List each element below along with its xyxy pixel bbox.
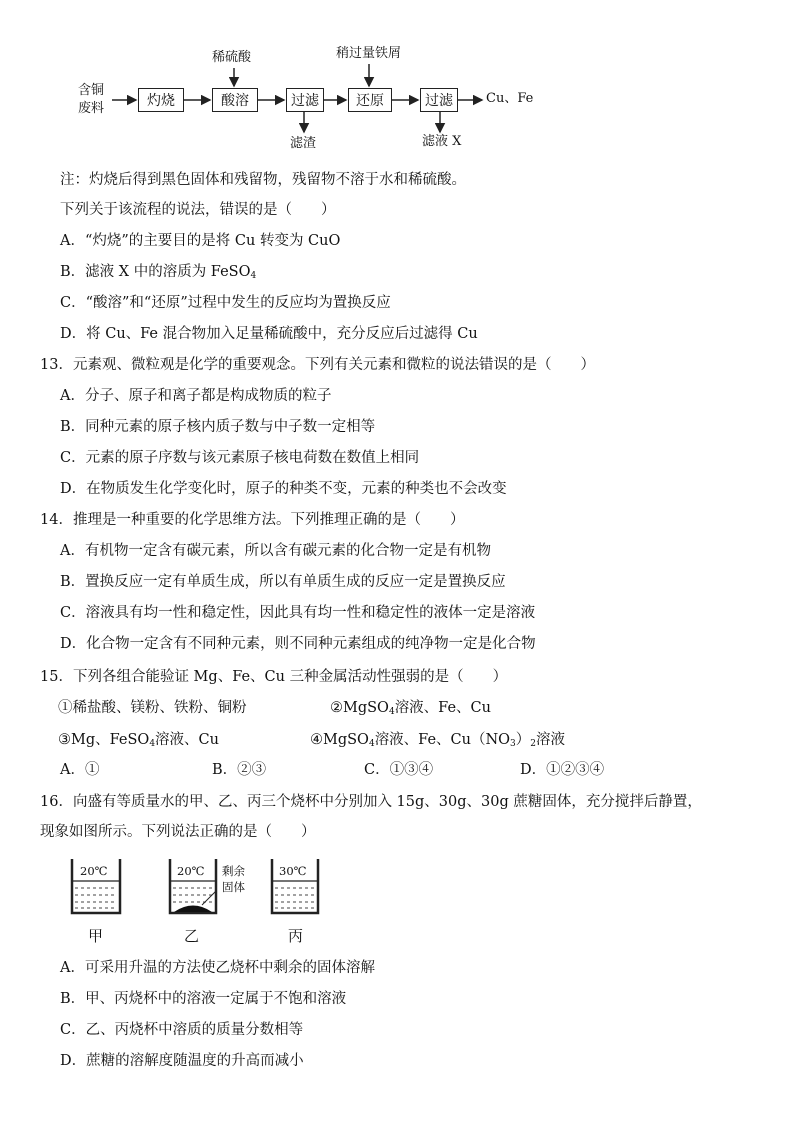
residue-label-line2: 固体 bbox=[222, 880, 245, 894]
input-label-line1: 含铜 bbox=[78, 83, 105, 98]
q16-stem-line1: 16．向盛有等质量水的甲、乙、丙三个烧杯中分别加入 15g、30g、30g 蔗糖固体，充分搅拌后静置， bbox=[40, 794, 702, 810]
q13-option-c: C．元素的原子序数与该元素原子核电荷数在数值上相同 bbox=[60, 450, 420, 466]
q15-combo-1: ①稀盐酸、镁粉、铁粉、铜粉 bbox=[58, 700, 247, 716]
q14-option-d: D．化合物一定含有不同种元素，则不同种元素组成的纯净物一定是化合物 bbox=[60, 636, 536, 652]
beaker-jia-label: 甲 bbox=[88, 927, 104, 945]
q12-option-a: A．“灼烧”的主要目的是将 Cu 转变为 CuO bbox=[60, 233, 341, 249]
q12-option-d: D．将 Cu、Fe 混合物加入足量稀硫酸中，充分反应后过滤得 Cu bbox=[60, 326, 478, 342]
q15-choice-c: C．①③④ bbox=[364, 762, 434, 778]
q16-option-a: A．可采用升温的方法使乙烧杯中剩余的固体溶解 bbox=[60, 960, 375, 976]
step-acid-dissolve: 酸溶 bbox=[212, 88, 258, 112]
step-filter-1: 过滤 bbox=[286, 88, 324, 112]
residual-solid bbox=[174, 906, 212, 913]
beakers-figure bbox=[60, 855, 340, 950]
product-label: Cu、Fe bbox=[486, 91, 534, 106]
step-burn: 灼烧 bbox=[138, 88, 184, 112]
q14-option-c: C．溶液具有均一性和稳定性，因此具有均一性和稳定性的液体一定是溶液 bbox=[60, 605, 536, 621]
q15-stem: 15．下列各组合能验证 Mg、Fe、Cu 三种金属活动性强弱的是（ ） bbox=[40, 669, 508, 685]
q12-option-c: C．“酸溶”和“还原”过程中发生的反应均为置换反应 bbox=[60, 295, 391, 311]
q16-option-d: D．蔗糖的溶解度随温度的升高而减小 bbox=[60, 1053, 304, 1069]
residue-label-line1: 剩余 bbox=[222, 864, 245, 878]
q15-choice-a: A．① bbox=[60, 762, 100, 778]
filtrate-x-label: 滤液 X bbox=[422, 134, 462, 149]
q14-stem: 14．推理是一种重要的化学思维方法。下列推理正确的是（ ） bbox=[40, 512, 465, 528]
beaker-jia-temp: 20℃ bbox=[80, 864, 108, 878]
q14-option-b: B．置换反应一定有单质生成，所以有单质生成的反应一定是置换反应 bbox=[60, 574, 506, 590]
q16-stem-line2: 现象如图所示。下列说法正确的是（ ） bbox=[40, 824, 316, 840]
q16-option-b: B．甲、丙烧杯中的溶液一定属于不饱和溶液 bbox=[60, 991, 347, 1007]
step-reduce: 还原 bbox=[348, 88, 392, 112]
q15-choice-d: D．①②③④ bbox=[520, 762, 605, 778]
q15-combo-4: ④MgSO$_4$溶液、Fe、$Cu(NO_3)_2$溶液 bbox=[310, 732, 566, 749]
reagent-excess-iron: 稍过量铁屑 bbox=[336, 46, 402, 61]
q12-stem: 下列关于该流程的说法，错误的是（ ） bbox=[60, 202, 336, 218]
q12-option-b: B．滤液 X 中的溶质为 FeSO$_4$ bbox=[60, 264, 257, 281]
step-filter-2: 过滤 bbox=[420, 88, 458, 112]
q12-note: 注：灼烧后得到黑色固体和残留物，残留物不溶于水和稀硫酸。 bbox=[60, 172, 466, 188]
beaker-yi-temp: 20℃ bbox=[177, 864, 205, 878]
residue-label: 滤渣 bbox=[290, 136, 317, 151]
q13-option-d: D．在物质发生化学变化时，原子的种类不变，元素的种类也不会改变 bbox=[60, 481, 507, 497]
beaker-bing-label: 丙 bbox=[288, 927, 304, 945]
q13-option-a: A．分子、原子和离子都是构成物质的粒子 bbox=[60, 388, 332, 404]
q13-stem: 13．元素观、微粒观是化学的重要观念。下列有关元素和微粒的说法错误的是（ ） bbox=[40, 357, 595, 373]
reagent-dilute-sulfuric-acid: 稀硫酸 bbox=[212, 50, 252, 65]
q14-option-a: A．有机物一定含有碳元素，所以含有碳元素的化合物一定是有机物 bbox=[60, 543, 491, 559]
process-flowchart bbox=[70, 40, 630, 160]
q16-option-c: C．乙、丙烧杯中溶质的质量分数相等 bbox=[60, 1022, 304, 1038]
q13-option-b: B．同种元素的原子核内质子数与中子数一定相等 bbox=[60, 419, 376, 435]
q15-combo-3: ③Mg、FeSO$_4$溶液、Cu bbox=[58, 732, 219, 749]
q15-combo-2: ②MgSO$_4$溶液、Fe、Cu bbox=[330, 700, 491, 717]
input-label-line2: 废料 bbox=[78, 101, 105, 116]
beaker-bing-temp: 30℃ bbox=[279, 864, 307, 878]
beaker-yi-label: 乙 bbox=[184, 927, 200, 945]
q15-choice-b: B．②③ bbox=[212, 762, 267, 778]
